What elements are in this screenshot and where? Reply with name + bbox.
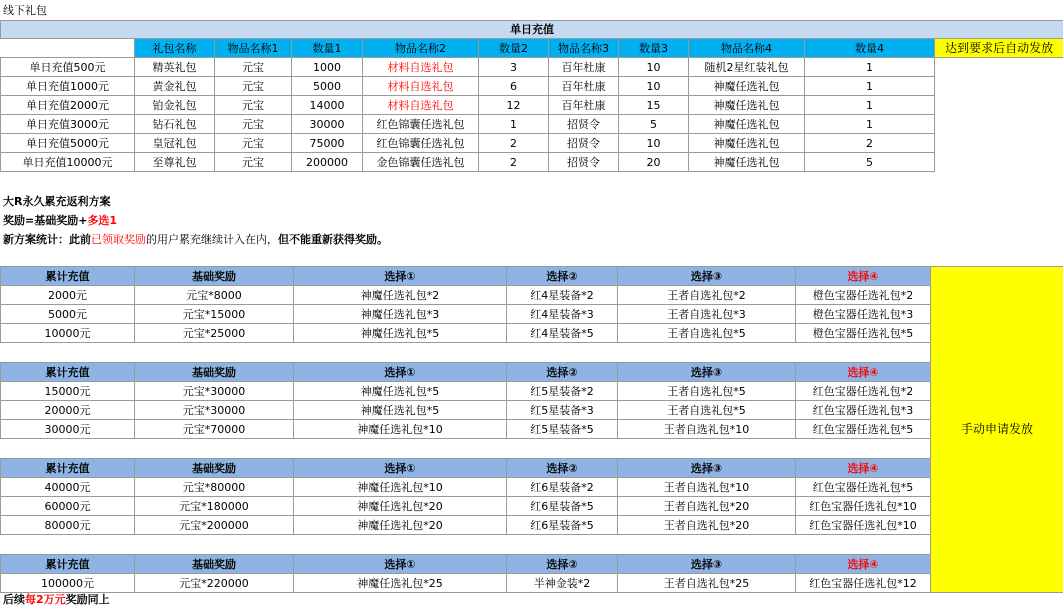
cumulative-cell: 红5星装备*5 — [507, 420, 618, 439]
daily-cell-tier: 单日充值1000元 — [1, 77, 135, 96]
cumulative-cell: 2000元 — [1, 286, 135, 305]
sheet-title: 线下礼包 — [3, 4, 47, 17]
daily-cell-qty1: 75000 — [292, 134, 363, 153]
cumulative-header-cell: 选择② — [507, 267, 618, 286]
cumulative-cell: 元宝*200000 — [135, 516, 294, 535]
cumulative-cell: 王者自选礼包*5 — [618, 324, 796, 343]
cumulative-cell: 20000元 — [1, 401, 135, 420]
daily-row — [1, 77, 1063, 96]
footer-highlight: 每2万元 — [25, 593, 66, 606]
daily-cell-qty3: 20 — [619, 153, 689, 172]
group-spacer — [1, 343, 931, 363]
cumulative-cell: 红6星装备*2 — [507, 478, 618, 497]
daily-header-cell: 物品名称3 — [549, 39, 619, 58]
daily-cell-item3: 百年杜康 — [549, 77, 619, 96]
daily-cell-item1: 元宝 — [215, 115, 292, 134]
cumulative-row — [1, 401, 1063, 420]
daily-header-cell: 礼包名称 — [135, 39, 215, 58]
group-spacer — [1, 535, 931, 555]
cumulative-header-cell: 选择① — [294, 555, 507, 574]
cumulative-header-row — [1, 555, 1063, 574]
daily-cell-qty1: 5000 — [292, 77, 363, 96]
daily-header-cell: 数量2 — [479, 39, 549, 58]
daily-cell-qty4: 1 — [805, 58, 935, 77]
daily-cell-item3: 百年杜康 — [549, 58, 619, 77]
cumulative-cell: 40000元 — [1, 478, 135, 497]
cumulative-cell: 红4星装备*5 — [507, 324, 618, 343]
stat-note-highlight: 已领取奖励 — [91, 233, 146, 246]
daily-cell-item2: 红色锦囊任选礼包 — [363, 115, 479, 134]
daily-header-row — [1, 39, 1063, 58]
daily-cell-item2: 金色锦囊任选礼包 — [363, 153, 479, 172]
daily-cell-item1: 元宝 — [215, 134, 292, 153]
daily-cell-item1: 元宝 — [215, 58, 292, 77]
cumulative-cell: 红色宝器任选礼包*5 — [796, 420, 931, 439]
cumulative-cell: 神魔任选礼包*25 — [294, 574, 507, 593]
cumulative-cell: 元宝*220000 — [135, 574, 294, 593]
daily-cell-qty1: 14000 — [292, 96, 363, 115]
daily-header-cell: 物品名称2 — [363, 39, 479, 58]
daily-cell-qty2: 1 — [479, 115, 549, 134]
cumulative-cell: 橙色宝器任选礼包*2 — [796, 286, 931, 305]
cumulative-cell: 红色宝器任选礼包*10 — [796, 516, 931, 535]
cumulative-cell: 王者自选礼包*25 — [618, 574, 796, 593]
daily-cell-pack: 黄金礼包 — [135, 77, 215, 96]
cumulative-cell: 红色宝器任选礼包*12 — [796, 574, 931, 593]
cumulative-cell: 王者自选礼包*2 — [618, 286, 796, 305]
cumulative-header-cell: 选择③ — [618, 267, 796, 286]
stat-note-mid: 的用户累充继续计入在内， — [146, 233, 278, 246]
reward-rule-highlight: 多选1 — [87, 214, 118, 227]
daily-cell-qty4: 2 — [805, 134, 935, 153]
cumulative-row — [1, 516, 1063, 535]
cumulative-cell: 15000元 — [1, 382, 135, 401]
daily-cell-item4: 随机2星红装礼包 — [689, 58, 805, 77]
daily-cell-item4: 神魔任选礼包 — [689, 77, 805, 96]
cumulative-header-row — [1, 363, 1063, 382]
cumulative-cell: 80000元 — [1, 516, 135, 535]
daily-cell-qty3: 5 — [619, 115, 689, 134]
cumulative-cell: 王者自选礼包*20 — [618, 516, 796, 535]
cumulative-header-cell: 基础奖励 — [135, 555, 294, 574]
plan-title: 大R永久累充返利方案 — [3, 195, 111, 208]
daily-cell-item4: 神魔任选礼包 — [689, 115, 805, 134]
daily-cell-qty2: 3 — [479, 58, 549, 77]
cumulative-header-cell: 累计充值 — [1, 555, 135, 574]
daily-cell-qty3: 15 — [619, 96, 689, 115]
cumulative-cell: 神魔任选礼包*2 — [294, 286, 507, 305]
daily-row — [1, 115, 1063, 134]
daily-cell-qty3: 10 — [619, 77, 689, 96]
daily-cell-qty1: 30000 — [292, 115, 363, 134]
daily-cell-pack: 铂金礼包 — [135, 96, 215, 115]
cumulative-header-cell: 累计充值 — [1, 459, 135, 478]
daily-cell-item3: 招贤令 — [549, 134, 619, 153]
daily-cell-qty2: 12 — [479, 96, 549, 115]
cumulative-cell: 神魔任选礼包*20 — [294, 516, 507, 535]
daily-cell-qty4: 1 — [805, 77, 935, 96]
cumulative-header-cell: 选择③ — [618, 555, 796, 574]
daily-cell-qty2: 2 — [479, 153, 549, 172]
daily-cell-item4: 神魔任选礼包 — [689, 153, 805, 172]
daily-cell-pack: 皇冠礼包 — [135, 134, 215, 153]
daily-header-cell: 物品名称4 — [689, 39, 805, 58]
cumulative-cell: 元宝*70000 — [135, 420, 294, 439]
cumulative-cell: 100000元 — [1, 574, 135, 593]
cumulative-cell: 王者自选礼包*10 — [618, 478, 796, 497]
daily-header-cell: 数量4 — [805, 39, 935, 58]
daily-header-cell: 数量3 — [619, 39, 689, 58]
daily-cell-item2: 红色锦囊任选礼包 — [363, 134, 479, 153]
daily-cell-item2: 材料自选礼包 — [363, 58, 479, 77]
stat-note — [3, 231, 388, 247]
daily-cell-qty2: 2 — [479, 134, 549, 153]
cumulative-cell: 橙色宝器任选礼包*5 — [796, 324, 931, 343]
cumulative-cell: 红4星装备*2 — [507, 286, 618, 305]
daily-row — [1, 134, 1063, 153]
cumulative-cell: 元宝*30000 — [135, 382, 294, 401]
cumulative-cell: 元宝*25000 — [135, 324, 294, 343]
cumulative-header-cell: 选择② — [507, 363, 618, 382]
cumulative-header-cell: 基础奖励 — [135, 459, 294, 478]
daily-cell-qty1: 200000 — [292, 153, 363, 172]
daily-recharge-table — [0, 20, 1063, 172]
daily-cell-qty4: 5 — [805, 153, 935, 172]
cumulative-cell: 神魔任选礼包*5 — [294, 382, 507, 401]
stat-note-bold: 但不能重新获得奖励。 — [278, 233, 388, 246]
cumulative-header-cell: 选择① — [294, 267, 507, 286]
cumulative-cell: 王者自选礼包*3 — [618, 305, 796, 324]
cumulative-cell: 元宝*30000 — [135, 401, 294, 420]
daily-cell-qty3: 10 — [619, 134, 689, 153]
cumulative-header-cell: 选择③ — [618, 459, 796, 478]
cumulative-header-cell: 基础奖励 — [135, 267, 294, 286]
daily-header-cell: 物品名称1 — [215, 39, 292, 58]
daily-banner: 单日充值 — [1, 21, 1063, 39]
cumulative-header-row — [1, 267, 1063, 286]
daily-cell-item1: 元宝 — [215, 96, 292, 115]
cumulative-cell: 元宝*180000 — [135, 497, 294, 516]
daily-cell-pack: 精英礼包 — [135, 58, 215, 77]
daily-cell-item2: 材料自选礼包 — [363, 77, 479, 96]
daily-row — [1, 153, 1063, 172]
group-spacer — [1, 439, 931, 459]
cumulative-cell: 元宝*80000 — [135, 478, 294, 497]
cumulative-cell: 红5星装备*3 — [507, 401, 618, 420]
cumulative-cell: 30000元 — [1, 420, 135, 439]
daily-cell-tier: 单日充值3000元 — [1, 115, 135, 134]
cumulative-row — [1, 324, 1063, 343]
cumulative-cell: 5000元 — [1, 305, 135, 324]
daily-cell-item3: 百年杜康 — [549, 96, 619, 115]
cumulative-header-cell: 累计充值 — [1, 363, 135, 382]
cumulative-header-cell: 选择③ — [618, 363, 796, 382]
cumulative-cell: 元宝*15000 — [135, 305, 294, 324]
cumulative-row — [1, 286, 1063, 305]
daily-cell-item4: 神魔任选礼包 — [689, 96, 805, 115]
cumulative-cell: 红5星装备*2 — [507, 382, 618, 401]
daily-cell-qty2: 6 — [479, 77, 549, 96]
footer-prefix: 后续 — [3, 593, 25, 606]
daily-cell-item1: 元宝 — [215, 153, 292, 172]
cumulative-cell: 神魔任选礼包*3 — [294, 305, 507, 324]
daily-row — [1, 96, 1063, 115]
cumulative-header-cell: 基础奖励 — [135, 363, 294, 382]
cumulative-cell: 神魔任选礼包*20 — [294, 497, 507, 516]
cumulative-cell: 60000元 — [1, 497, 135, 516]
cumulative-recharge-table — [0, 266, 1063, 593]
cumulative-header-cell: 选择① — [294, 459, 507, 478]
cumulative-cell: 半神金装*2 — [507, 574, 618, 593]
cumulative-cell: 元宝*8000 — [135, 286, 294, 305]
daily-cell-qty4: 1 — [805, 115, 935, 134]
cumulative-cell: 红色宝器任选礼包*5 — [796, 478, 931, 497]
daily-cell-item3: 招贤令 — [549, 153, 619, 172]
cumulative-header-cell: 选择② — [507, 555, 618, 574]
cumulative-cell: 王者自选礼包*5 — [618, 382, 796, 401]
cumulative-header-cell: 选择④ — [796, 459, 931, 478]
daily-cell-tier: 单日充值5000元 — [1, 134, 135, 153]
daily-row — [1, 58, 1063, 77]
daily-cell-qty1: 1000 — [292, 58, 363, 77]
cumulative-row — [1, 420, 1063, 439]
reward-rule — [3, 212, 117, 228]
daily-header-blank — [1, 39, 135, 58]
cumulative-cell: 神魔任选礼包*5 — [294, 401, 507, 420]
cumulative-cell: 红色宝器任选礼包*10 — [796, 497, 931, 516]
cumulative-header-cell: 选择④ — [796, 555, 931, 574]
cumulative-cell: 红色宝器任选礼包*3 — [796, 401, 931, 420]
cumulative-header-cell: 选择④ — [796, 363, 931, 382]
manual-issue-note: 手动申请发放 — [931, 267, 1063, 593]
daily-cell-tier: 单日充值10000元 — [1, 153, 135, 172]
daily-cell-qty3: 10 — [619, 58, 689, 77]
reward-rule-prefix: 奖励=基础奖励+ — [3, 214, 88, 227]
cumulative-row — [1, 574, 1063, 593]
cumulative-cell: 橙色宝器任选礼包*3 — [796, 305, 931, 324]
daily-cell-item1: 元宝 — [215, 77, 292, 96]
cumulative-row — [1, 497, 1063, 516]
cumulative-cell: 王者自选礼包*10 — [618, 420, 796, 439]
cumulative-header-cell: 选择① — [294, 363, 507, 382]
cumulative-header-cell: 选择② — [507, 459, 618, 478]
auto-issue-note: 达到要求后自动发放 — [935, 39, 1063, 58]
daily-header-cell: 数量1 — [292, 39, 363, 58]
cumulative-cell: 10000元 — [1, 324, 135, 343]
footer-note — [3, 591, 110, 607]
stat-note-prefix: 新方案统计：此前 — [3, 233, 91, 246]
cumulative-header-cell: 选择④ — [796, 267, 931, 286]
cumulative-cell: 王者自选礼包*20 — [618, 497, 796, 516]
cumulative-cell: 红6星装备*5 — [507, 497, 618, 516]
cumulative-cell: 红4星装备*3 — [507, 305, 618, 324]
cumulative-row — [1, 305, 1063, 324]
daily-cell-item3: 招贤令 — [549, 115, 619, 134]
cumulative-cell: 红6星装备*5 — [507, 516, 618, 535]
cumulative-row — [1, 382, 1063, 401]
cumulative-cell: 神魔任选礼包*5 — [294, 324, 507, 343]
cumulative-row — [1, 478, 1063, 497]
cumulative-header-row — [1, 459, 1063, 478]
daily-cell-pack: 至尊礼包 — [135, 153, 215, 172]
daily-cell-pack: 钻石礼包 — [135, 115, 215, 134]
daily-cell-item4: 神魔任选礼包 — [689, 134, 805, 153]
cumulative-cell: 王者自选礼包*5 — [618, 401, 796, 420]
group-spacer-row — [1, 439, 1063, 459]
daily-cell-tier: 单日充值2000元 — [1, 96, 135, 115]
group-spacer-row — [1, 535, 1063, 555]
footer-suffix: 奖励同上 — [65, 593, 110, 606]
daily-cell-item2: 材料自选礼包 — [363, 96, 479, 115]
cumulative-header-cell: 累计充值 — [1, 267, 135, 286]
cumulative-cell: 红色宝器任选礼包*2 — [796, 382, 931, 401]
cumulative-cell: 神魔任选礼包*10 — [294, 420, 507, 439]
daily-cell-qty4: 1 — [805, 96, 935, 115]
cumulative-cell: 神魔任选礼包*10 — [294, 478, 507, 497]
daily-cell-tier: 单日充值500元 — [1, 58, 135, 77]
group-spacer-row — [1, 343, 1063, 363]
